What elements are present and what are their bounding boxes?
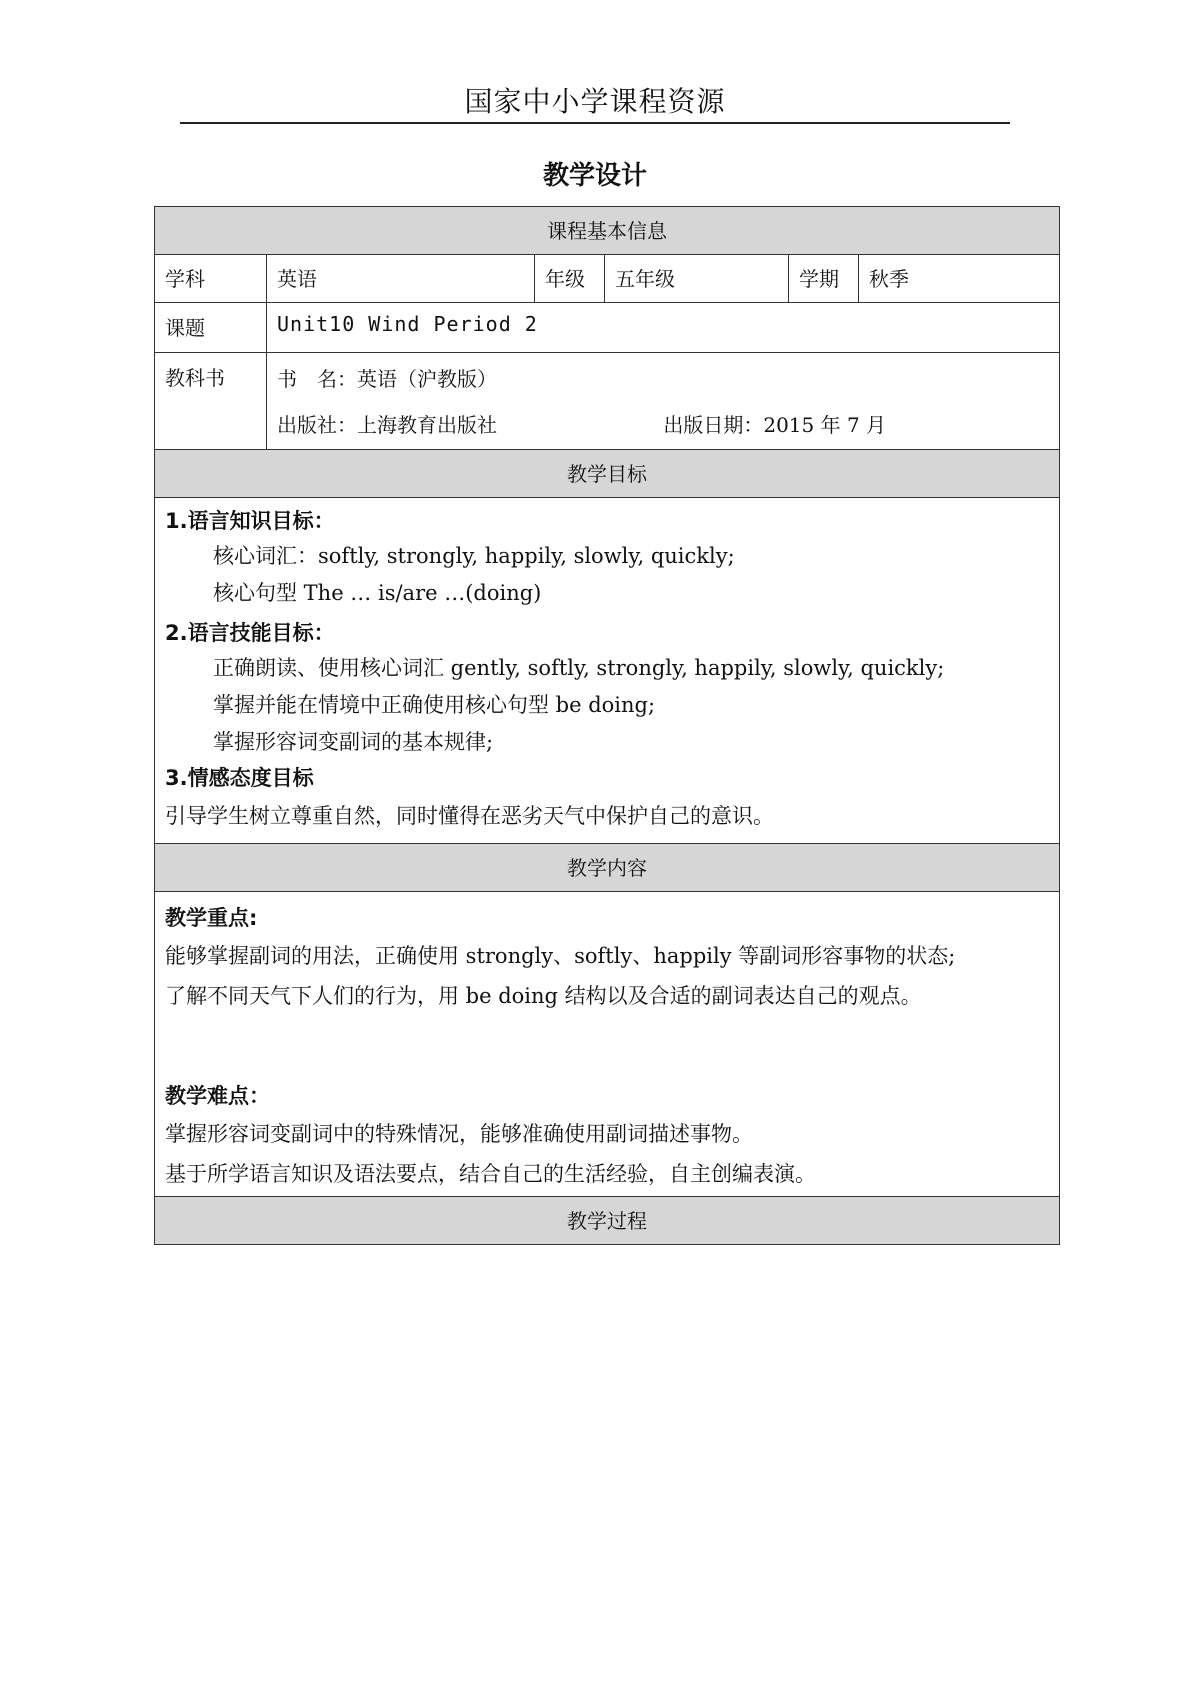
textbook-info — [267, 353, 1060, 450]
goal-skill-rule: 掌握形容词变副词的基本规律; — [213, 730, 494, 754]
goal-attitude-text: 引导学生树立尊重自然，同时懂得在恶劣天气中保护自己的意识。 — [165, 804, 774, 828]
term-value: 秋季 — [859, 255, 1060, 303]
grade-value: 五年级 — [605, 255, 789, 303]
subject-label: 学科 — [155, 255, 267, 303]
goal-skill-title: 2.语言技能目标： — [165, 621, 335, 645]
spacer — [165, 1016, 1049, 1078]
topic-label: 课题 — [155, 303, 267, 353]
textbook-label: 教科书 — [155, 353, 267, 450]
section-basic-info: 课程基本信息 — [155, 207, 1060, 255]
difficulties-title: 教学难点： — [165, 1084, 270, 1108]
section-goals: 教学目标 — [155, 450, 1060, 498]
goal-knowledge-vocab: 核心词汇：softly, strongly, happily, slowly, quickly; — [213, 544, 735, 568]
grade-label: 年级 — [535, 255, 605, 303]
key-points-line-1: 能够掌握副词的用法，正确使用 strongly、softly、happily 等副词形容事物的状态; — [165, 944, 956, 968]
lesson-plan-table — [154, 206, 1060, 1245]
goal-skill-vocab: 正确朗读、使用核心词汇 gently, softly, strongly, happily, slowly, quickly; — [213, 656, 945, 680]
goals-cell — [155, 498, 1060, 844]
book-name: 书 名：英语（沪教版） — [277, 367, 497, 391]
document-title: 教学设计 — [542, 161, 647, 191]
goal-knowledge-title: 1.语言知识目标： — [165, 509, 335, 533]
goal-skill-pattern: 掌握并能在情境中正确使用核心句型 be doing; — [213, 693, 656, 717]
header-divider — [180, 122, 1010, 124]
site-title: 国家中小学课程资源 — [464, 85, 726, 118]
publisher: 出版社：上海教育出版社 — [277, 413, 497, 437]
difficulties-line-1: 掌握形容词变副词中的特殊情况，能够准确使用副词描述事物。 — [165, 1122, 753, 1146]
topic-value: Unit10 Wind Period 2 — [267, 303, 1060, 353]
term-label: 学期 — [789, 255, 859, 303]
section-content: 教学内容 — [155, 844, 1060, 892]
key-points-line-2: 了解不同天气下人们的行为，用 be doing 结构以及合适的副词表达自己的观点。 — [165, 984, 922, 1008]
content-cell — [155, 892, 1060, 1197]
subject-value: 英语 — [267, 255, 535, 303]
section-process: 教学过程 — [155, 1197, 1060, 1245]
difficulties-line-2: 基于所学语言知识及语法要点，结合自己的生活经验，自主创编表演。 — [165, 1162, 816, 1186]
goal-attitude-title: 3.情感态度目标 — [165, 766, 314, 790]
key-points-title: 教学重点: — [165, 906, 258, 930]
publish-date: 出版日期：2015 年 7 月 — [663, 413, 887, 437]
publisher-row — [277, 409, 1049, 441]
goal-knowledge-pattern: 核心句型 The … is/are …(doing) — [213, 581, 542, 605]
